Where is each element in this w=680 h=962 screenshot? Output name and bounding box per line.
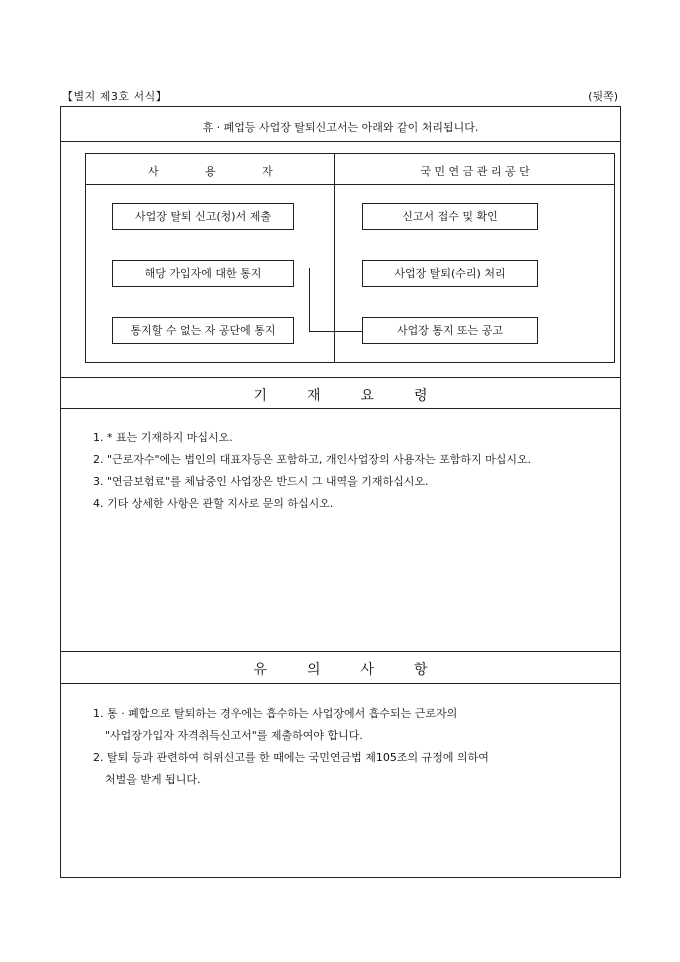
nps-column-title: 국 민 연 금 관 리 공 단 [420,165,530,178]
instructions-list [93,427,531,515]
connector-line [309,268,310,331]
divider [61,408,620,409]
title-char: 사 [148,165,159,178]
list-item: 1. 통 · 폐합으로 탈퇴하는 경우에는 흡수하는 사업장에서 흡수되는 근로자의 [93,707,458,720]
list-item: 2. 탈퇴 등과 관련하여 허위신고를 한 때에는 국민연금법 제105조의 규정에 의하여 [93,751,489,764]
title-char: 용 [205,165,216,178]
divider [61,683,620,684]
form-frame [60,106,621,878]
list-item: 1. * 표는 기재하지 마십시오. [93,431,233,444]
title-char: 기 [253,388,267,404]
header-divider [86,184,614,185]
title-char: 령 [414,388,428,404]
connector-line [309,331,362,332]
divider [61,651,620,652]
list-item: 3. "연금보험료"를 체납중인 사업장은 반드시 그 내역을 기재하십시오. [93,475,429,488]
side-label: (뒷쪽) [588,90,618,103]
instructions-title [61,385,620,405]
step-notify-members: 해당 가입자에 대한 통지 [112,260,294,287]
step-notify-nps: 통지할 수 없는 자 공단에 통지 [112,317,294,344]
title-char: 항 [414,662,428,678]
title-char: 의 [306,662,321,678]
intro-text: 휴 · 폐업등 사업장 탈퇴신고서는 아래와 같이 처리됩니다. [202,121,479,134]
title-char: 재 [306,388,321,404]
divider [61,141,620,142]
step-notify-announce: 사업장 통지 또는 공고 [362,317,538,344]
notes-list [93,703,489,791]
process-flow-table [85,153,615,363]
title-char: 요 [360,388,375,404]
list-item: 2. "근로자수"에는 법인의 대표자등은 포함하고, 개인사업장의 사용자는 포함하지 마십시오. [93,453,532,466]
form-label: 【별지 제3호 서식】 [62,90,168,103]
step-receive-confirm: 신고서 접수 및 확인 [362,203,538,230]
list-item: 처벌을 받게 됩니다. [105,773,201,786]
title-char: 유 [253,662,267,678]
title-char: 사 [360,662,375,678]
step-submit-report: 사업장 탈퇴 신고(청)서 제출 [112,203,294,230]
divider [61,377,620,378]
notes-title [61,659,620,679]
title-char: 자 [262,165,273,178]
list-item: "사업장가입자 자격취득신고서"를 제출하여야 합니다. [105,729,363,742]
list-item: 4. 기타 상세한 사항은 관할 지사로 문의 하십시오. [93,497,334,510]
step-process-withdrawal: 사업장 탈퇴(수리) 처리 [362,260,538,287]
